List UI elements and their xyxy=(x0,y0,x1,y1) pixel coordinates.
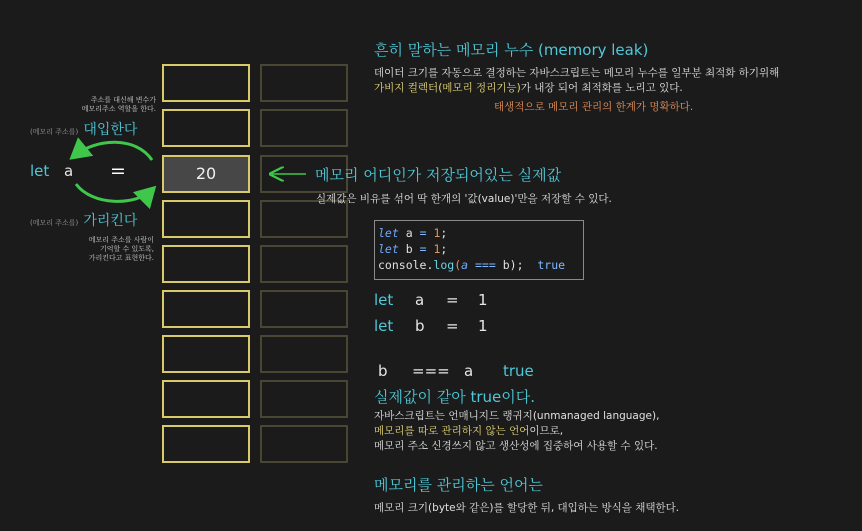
section-memory-leak-title: 흔히 말하는 메모리 누수 (memory leak) xyxy=(374,41,649,59)
equals-sign: = xyxy=(110,160,126,182)
memory-cell-value: 20 xyxy=(162,155,250,193)
section-true-title: 실제값이 같아 true이다. xyxy=(374,388,536,406)
code-result: true xyxy=(537,258,566,272)
section-managed-title: 메모리를 관리하는 언어는 xyxy=(374,476,543,494)
section-true-line2: 메모리를 따로 관리하지 않는 언어이므로, xyxy=(374,425,564,437)
actual-value-desc: 실제값은 비유를 섞어 딱 한개의 '값(value)'만을 저장할 수 있다. xyxy=(316,193,612,205)
plain-row-a: let a = 1 xyxy=(374,291,488,309)
section-true-line3: 메모리 주소 신경쓰지 않고 생산성에 집중하여 사용할 수 있다. xyxy=(374,440,658,452)
section-memory-leak-line1: 데이터 크기를 자동으로 결정하는 자바스크립트는 메모리 누수를 일부분 최적화 하기위해 xyxy=(374,67,780,79)
unmanaged-highlight: 메모리를 따로 관리하지 않는 언어 xyxy=(374,425,530,437)
section-memory-leak-line3: 태생적으로 메모리 관리의 한계가 명확하다. xyxy=(494,101,694,113)
assign-arrow xyxy=(74,142,152,160)
compare-row: b === a true xyxy=(378,362,534,380)
gc-highlight: 가비지 컬렉터(메모리 정리기능) xyxy=(374,82,521,94)
plain-row-b: let b = 1 xyxy=(374,317,488,335)
code-block xyxy=(374,220,584,280)
point-arrow xyxy=(76,184,152,201)
point-label: (메모리 주소를) 가리킨다 xyxy=(30,213,138,229)
code-line-2: let b = 1; xyxy=(378,242,448,256)
note-pointing: 메모리 주소를 사람이 기억할 수 있도록, 가리킨다고 표현한다. xyxy=(88,236,154,262)
actual-value-label: 메모리 어디인가 저장되어있는 실제값 xyxy=(315,166,562,184)
assign-label: (메모리 주소를) 대입한다 xyxy=(30,122,138,138)
section-true-line1: 자바스크립트는 언매니지드 랭귀지(unmanaged language), xyxy=(374,410,660,422)
note-variable-address: 주소를 대신해 변수가 메모리주소 역할을 한다. xyxy=(81,96,156,113)
section-managed-line1: 메모리 크기(byte와 같은)를 할당한 뒤, 대입하는 방식을 채택한다. xyxy=(374,502,680,514)
code-line-1: let a = 1; xyxy=(378,226,448,240)
let-keyword: let xyxy=(30,162,50,180)
code-line-3: console.log(a === b); true xyxy=(378,258,566,272)
variable-name: a xyxy=(64,162,74,180)
section-memory-leak-line2: 가비지 컬렉터(메모리 정리기능)가 내장 되어 최적화를 노리고 있다. xyxy=(374,82,683,94)
